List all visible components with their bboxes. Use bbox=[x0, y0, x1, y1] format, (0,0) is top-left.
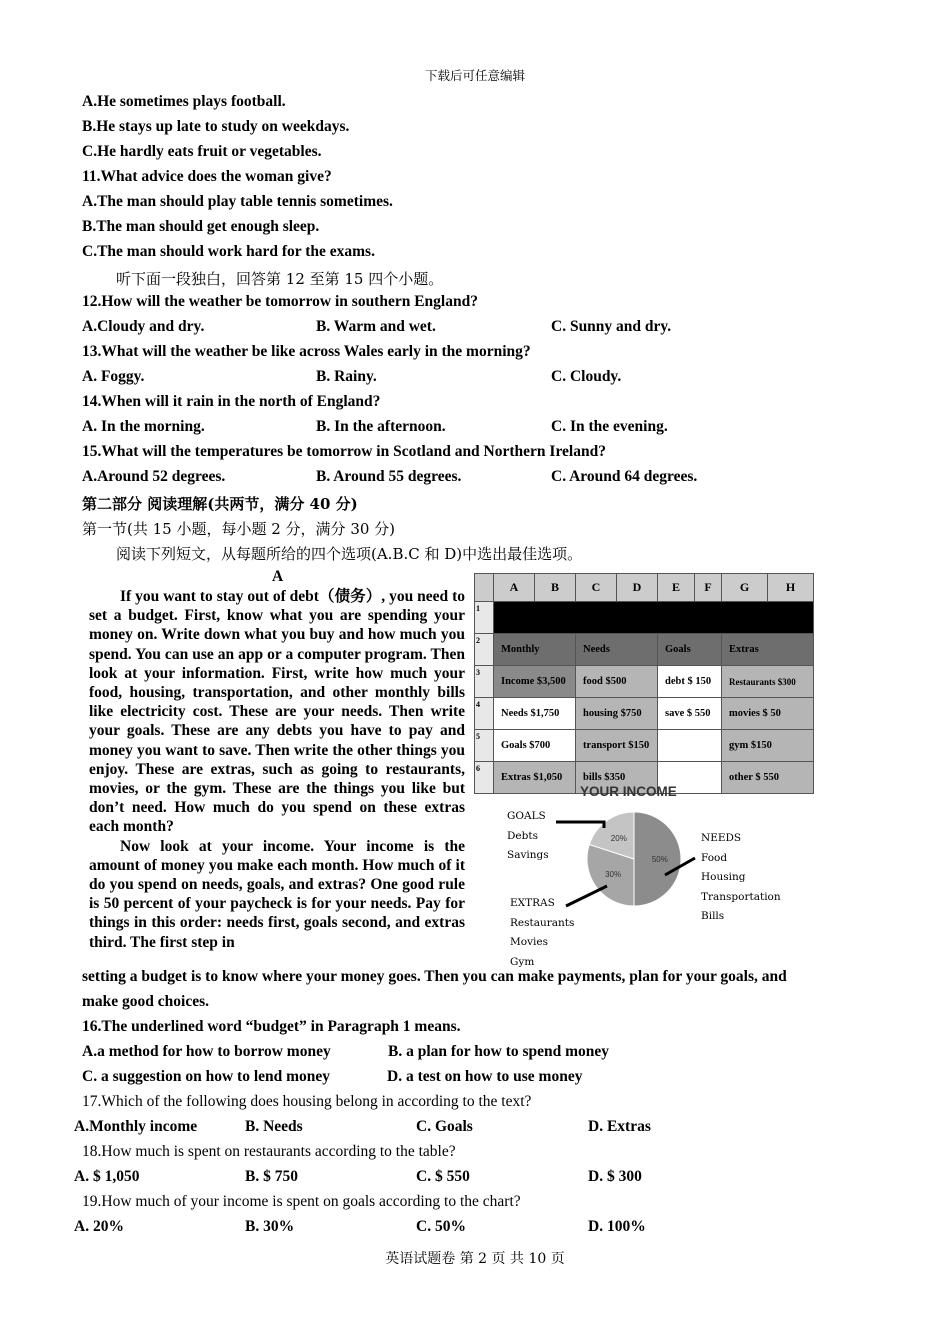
option-line: A.The man should play table tennis sometimes. bbox=[82, 193, 393, 210]
question-19: 19.How much of your income is spent on goals according to the chart? bbox=[82, 1193, 521, 1210]
row-number: 2 bbox=[475, 634, 494, 666]
option-b: B. Warm and wet. bbox=[316, 318, 436, 335]
option-c: C. Sunny and dry. bbox=[551, 318, 672, 335]
column-header: E bbox=[658, 574, 695, 602]
option-a: A. Foggy. bbox=[82, 368, 145, 385]
table-cell: other $ 550 bbox=[722, 762, 814, 794]
table-cell: Extras $1,050 bbox=[494, 762, 576, 794]
part-heading: 第二部分 阅读理解(共两节，满分 40 分) bbox=[82, 495, 358, 513]
option-line: B.He stays up late to study on weekdays. bbox=[82, 118, 350, 135]
question-17: 17.Which of the following does housing belong in according to the text? bbox=[82, 1093, 532, 1110]
goals-annotation bbox=[507, 807, 549, 866]
option-a: A. $ 1,050 bbox=[74, 1168, 140, 1185]
arrow bbox=[556, 822, 604, 828]
section-heading: 第一节(共 15 小题，每小题 2 分，满分 30 分) bbox=[82, 520, 396, 538]
annotation-label: Savings bbox=[507, 849, 549, 861]
option-b: B. In the afternoon. bbox=[316, 418, 446, 435]
option-b: B. $ 750 bbox=[245, 1168, 298, 1185]
option-a: A. In the morning. bbox=[82, 418, 205, 435]
question-15: 15.What will the temperatures be tomorrow in Scotland and Northern Ireland? bbox=[82, 443, 606, 460]
table-cell: gym $150 bbox=[722, 730, 814, 762]
annotation-label: Movies bbox=[510, 936, 548, 948]
option-line: C.He hardly eats fruit or vegetables. bbox=[82, 143, 322, 160]
table-cell: Income $3,500 bbox=[494, 666, 576, 698]
option-b: B. Around 55 degrees. bbox=[316, 468, 462, 485]
option-c: C. 50% bbox=[416, 1218, 466, 1235]
question-16: 16.The underlined word “budget” in Paragraph 1 means. bbox=[82, 1018, 461, 1035]
option-c: C. Cloudy. bbox=[551, 368, 622, 385]
option-c: C. $ 550 bbox=[416, 1168, 470, 1185]
option-c: C. a suggestion on how to lend money bbox=[82, 1068, 331, 1085]
instruction: 听下面一段独白，回答第 12 至第 15 四个小题。 bbox=[116, 270, 444, 288]
annotation-label: Transportation bbox=[701, 890, 781, 903]
column-header: B bbox=[535, 574, 576, 602]
table-cell: Goals $700 bbox=[494, 730, 576, 762]
table-cell: debt $ 150 bbox=[658, 666, 722, 698]
option-a: A.Cloudy and dry. bbox=[82, 318, 205, 335]
annotation-label: GOALS bbox=[507, 810, 546, 822]
table-cell: movies $ 50 bbox=[722, 698, 814, 730]
page-header: 下载后可任意编辑 bbox=[424, 68, 525, 83]
column-header: C bbox=[576, 574, 617, 602]
column-header: F bbox=[695, 574, 722, 602]
row-number: 5 bbox=[475, 730, 494, 762]
annotation-label: EXTRAS bbox=[510, 897, 555, 909]
instruction: 阅读下列短文，从每题所给的四个选项(A.B.C 和 D)中选出最佳选项。 bbox=[116, 545, 583, 563]
annotation-label: Gym bbox=[510, 955, 535, 968]
option-b: B. 30% bbox=[245, 1218, 295, 1235]
option-a: A.Around 52 degrees. bbox=[82, 468, 226, 485]
table-cell: Needs $1,750 bbox=[494, 698, 576, 730]
title-bar bbox=[494, 602, 814, 634]
paragraph-1: If you want to stay out of debt（债务）, you need to set a budget. First, know what you are spending your money on. Write down what you buy and how much you spend. You can use an app or a computer program. Then look at your information. First, write how much your food, housing, transportation, and other monthly bills like electricity cost. These are your needs. Then write your goals. These are any debts you have to pay and money you want to save. Then write the other things you enjoy. These are extras, such as going to restaurants, movies, or the gym. These are the things you like but don’t need. How much do you spend on these extras each month? bbox=[89, 588, 465, 836]
column-header: G bbox=[722, 574, 768, 602]
table-cell: save $ 550 bbox=[658, 698, 722, 730]
chart-title: YOUR INCOME bbox=[580, 784, 677, 799]
passage-body bbox=[89, 587, 465, 952]
table-cell: Needs bbox=[576, 634, 658, 666]
table-cell: Goals bbox=[658, 634, 722, 666]
table-cell: Restaurants $300 bbox=[722, 666, 814, 698]
option-c: C. Goals bbox=[416, 1118, 473, 1135]
option-line: A.He sometimes plays football. bbox=[82, 93, 286, 110]
column-header: D bbox=[617, 574, 658, 602]
budget-spreadsheet bbox=[474, 573, 814, 794]
extras-annotation bbox=[510, 894, 574, 972]
option-a: A.a method for how to borrow money bbox=[82, 1043, 331, 1060]
row-number: 1 bbox=[475, 602, 494, 634]
question-13: 13.What will the weather be like across Wales early in the morning? bbox=[82, 343, 531, 360]
option-d: D. $ 300 bbox=[588, 1168, 642, 1185]
column-header: H bbox=[768, 574, 814, 602]
passage-continuation: setting a budget is to know where your money goes. Then you can make payments, plan for your goals, and bbox=[82, 968, 787, 985]
option-a: A. 20% bbox=[74, 1218, 124, 1235]
needs-annotation bbox=[701, 829, 781, 927]
question-12: 12.How will the weather be tomorrow in southern England? bbox=[82, 293, 478, 310]
question-18: 18.How much is spent on restaurants according to the table? bbox=[82, 1143, 456, 1160]
option-d: D. a test on how to use money bbox=[387, 1068, 583, 1085]
table-cell: housing $750 bbox=[576, 698, 658, 730]
row-number: 4 bbox=[475, 698, 494, 730]
table-cell: bills $350 bbox=[576, 762, 658, 794]
row-number: 6 bbox=[475, 762, 494, 794]
annotation-label: Debts bbox=[507, 829, 538, 842]
annotation-label: Bills bbox=[701, 910, 725, 922]
option-c: C. Around 64 degrees. bbox=[551, 468, 698, 485]
annotation-label: Restaurants bbox=[510, 916, 575, 929]
slice-label: 30% bbox=[605, 870, 622, 880]
table-cell: food $500 bbox=[576, 666, 658, 698]
table-cell bbox=[658, 730, 722, 762]
option-b: B. a plan for how to spend money bbox=[388, 1043, 610, 1060]
table-cell: Monthly bbox=[494, 634, 576, 666]
passage-letter: A bbox=[272, 568, 284, 585]
annotation-label: Food bbox=[701, 851, 728, 864]
option-c: C. In the evening. bbox=[551, 418, 668, 435]
page-footer: 英语试题卷 第 2 页 共 10 页 bbox=[385, 1251, 565, 1267]
passage-continuation: make good choices. bbox=[82, 993, 210, 1010]
question-11: 11.What advice does the woman give? bbox=[82, 168, 332, 185]
annotation-label: Housing bbox=[701, 871, 746, 883]
slice-label: 20% bbox=[610, 834, 627, 844]
option-d: D. 100% bbox=[588, 1218, 646, 1235]
slice-label: 50% bbox=[651, 855, 668, 864]
option-d: D. Extras bbox=[588, 1118, 651, 1135]
annotation-label: NEEDS bbox=[701, 832, 742, 844]
row-number: 3 bbox=[475, 666, 494, 698]
option-b: B. Needs bbox=[245, 1118, 303, 1135]
option-line: C.The man should work hard for the exams. bbox=[82, 243, 375, 260]
option-line: B.The man should get enough sleep. bbox=[82, 218, 320, 235]
paragraph-2: Now look at your income. Your income is the amount of money you make each month. How much of it do you spend on needs, goals, and extras? One good rule is 50 percent of your paycheck is for your needs. Pay for things in this order: needs first, goals second, and extras third. The first step in bbox=[89, 837, 465, 951]
column-header: A bbox=[494, 574, 535, 602]
option-b: B. Rainy. bbox=[316, 368, 377, 385]
question-14: 14.When will it rain in the north of England? bbox=[82, 393, 381, 410]
option-a: A.Monthly income bbox=[74, 1118, 198, 1135]
table-cell: transport $150 bbox=[576, 730, 658, 762]
table-cell: Extras bbox=[722, 634, 814, 666]
